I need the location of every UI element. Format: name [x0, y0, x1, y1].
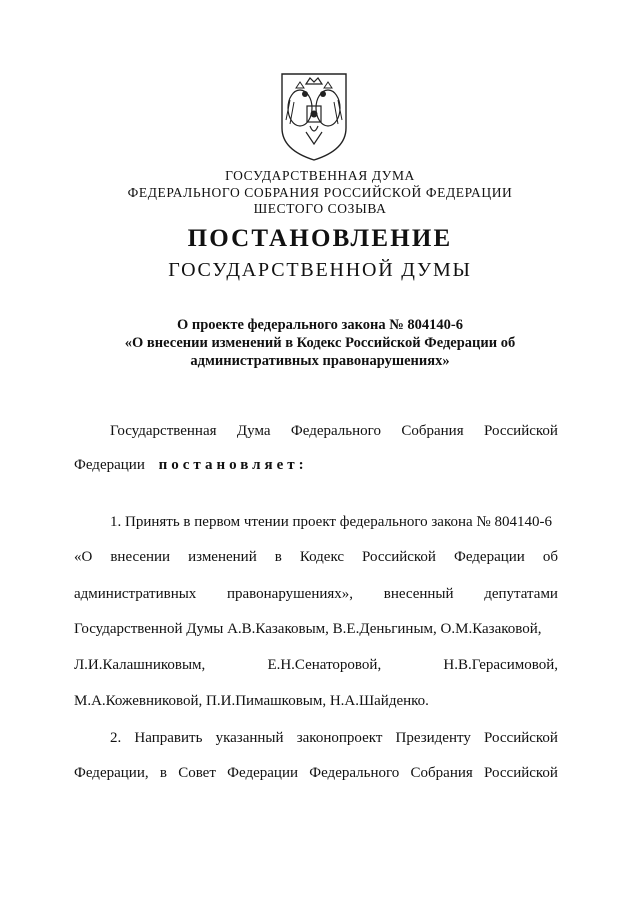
- item1-line-2: [74, 549, 558, 566]
- word: Дума: [236, 423, 271, 439]
- preamble-federation: Федерации: [74, 457, 145, 473]
- word: внесении: [110, 549, 171, 565]
- word: правонарушениях»,: [226, 586, 354, 602]
- word: Собрания: [401, 423, 464, 439]
- word: Российской: [362, 549, 436, 565]
- word: Е.Н.Сенаторовой,: [267, 657, 382, 673]
- word: Российской: [484, 730, 558, 746]
- word: внесенный: [383, 586, 454, 602]
- word: Собрания: [410, 765, 473, 781]
- word: в: [159, 765, 167, 781]
- word: Федерации,: [74, 765, 149, 781]
- preamble-line-2: [74, 457, 558, 474]
- word: Президенту: [395, 730, 471, 746]
- word: административных: [74, 586, 197, 602]
- preamble-line-1: [110, 423, 558, 440]
- header-line-1: ГОСУДАРСТВЕННАЯ ДУМА: [225, 168, 415, 183]
- word: Л.И.Калашниковым,: [74, 657, 206, 673]
- word: Российской: [484, 765, 558, 781]
- item2-line-2: [74, 765, 558, 782]
- word: Федерации: [227, 765, 298, 781]
- word: «О: [74, 549, 93, 565]
- subject-line-2: «О внесении изменений в Кодекс Российской Федерации об: [124, 335, 516, 351]
- word: изменений: [188, 549, 257, 565]
- item1-line-3: [74, 586, 558, 603]
- subject-line-1: О проекте федерального закона № 804140-6: [176, 317, 464, 333]
- item1-line-5: [74, 657, 558, 674]
- word: Направить: [134, 730, 203, 746]
- preamble-verb: постановляет:: [158, 457, 308, 473]
- word: Федерального: [309, 765, 400, 781]
- subject-line-3: административных правонарушениях»: [190, 353, 450, 369]
- word: 2.: [110, 730, 122, 746]
- item1-line-6: М.А.Кожевниковой, П.И.Пимашковым, Н.А.Шайденко.: [74, 693, 429, 709]
- word: Кодекс: [299, 549, 345, 565]
- document-title: ПОСТАНОВЛЕНИЕ: [187, 225, 453, 252]
- document-subtitle: ГОСУДАРСТВЕННОЙ ДУМЫ: [168, 259, 472, 281]
- coat-of-arms-icon: [276, 70, 352, 164]
- header-line-3: ШЕСТОГО СОЗЫВА: [253, 201, 387, 216]
- word: Государственная: [110, 423, 217, 439]
- word: законопроект: [296, 730, 383, 746]
- header-line-2: ФЕДЕРАЛЬНОГО СОБРАНИЯ РОССИЙСКОЙ ФЕДЕРАЦИИ: [127, 185, 513, 200]
- word: Российской: [484, 423, 558, 439]
- word: в: [274, 549, 282, 565]
- word: депутатами: [484, 586, 558, 602]
- word: указанный: [215, 730, 284, 746]
- word: Федерации: [453, 549, 525, 565]
- word: Федерального: [290, 423, 381, 439]
- item2-line-1: [110, 730, 558, 747]
- item1-line-4: Государственной Думы А.В.Казаковым, В.Е.Деньгиным, О.М.Казаковой,: [74, 621, 542, 637]
- word: Н.В.Герасимовой,: [443, 657, 558, 673]
- word: об: [542, 549, 558, 565]
- word: Совет: [178, 765, 216, 781]
- item1-line-1: 1. Принять в первом чтении проект федерального закона № 804140-6: [110, 514, 552, 530]
